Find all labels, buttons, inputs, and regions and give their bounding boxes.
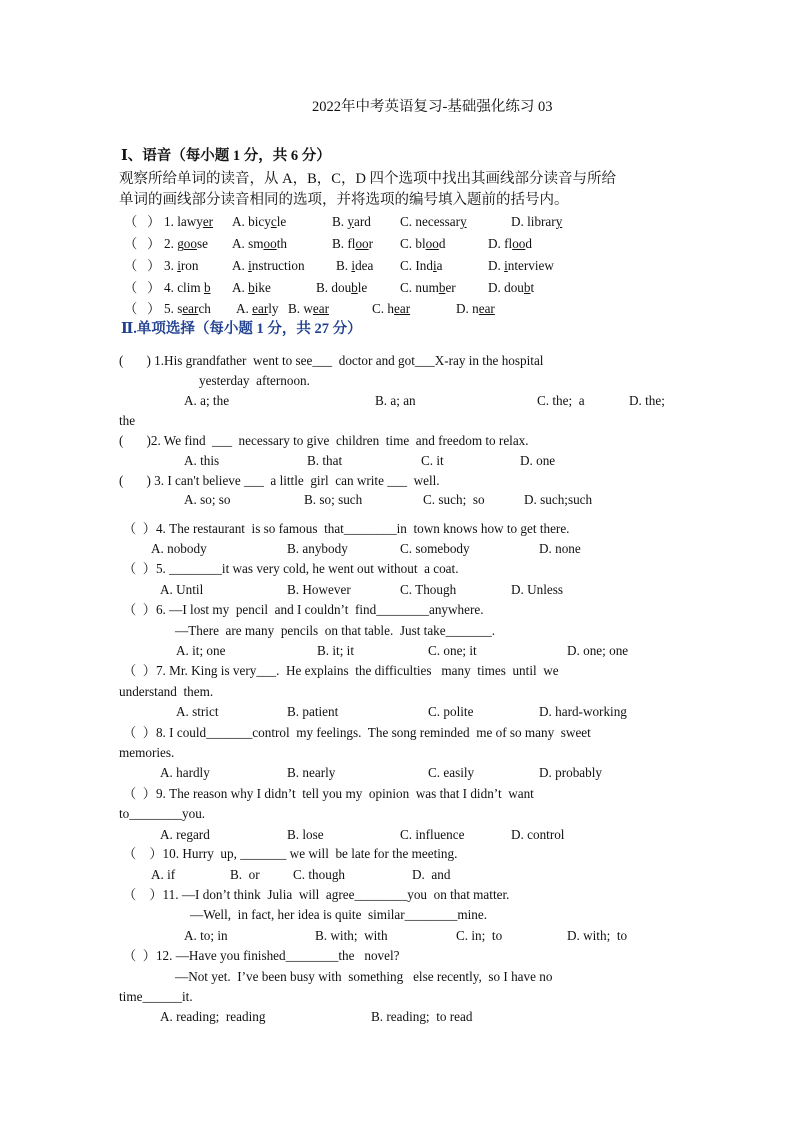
option-word (316, 280, 367, 295)
target-word (177, 236, 208, 251)
answer-bracket (124, 280, 160, 296)
option-a: A. if (151, 867, 176, 882)
word-part: g (177, 236, 184, 251)
question-7-cont: understand them. (119, 684, 214, 699)
word-part: A. (236, 301, 253, 316)
option-b (316, 280, 367, 296)
option-word (232, 236, 287, 251)
option-c: C. somebody (400, 541, 470, 556)
underlined-letters: b (438, 280, 446, 295)
underlined-letters: oo (355, 236, 369, 251)
word-part: nstruction (251, 258, 305, 273)
word-part: nterview (507, 258, 554, 273)
option-b: B. or (230, 867, 260, 882)
option-c (400, 236, 445, 252)
underlined-letters: b (351, 280, 358, 295)
option-a: A. hardly (160, 765, 210, 780)
option-b: B. lose (287, 827, 324, 842)
word-part: se (196, 236, 208, 251)
option-word (488, 280, 534, 295)
option-a: A. so; so (184, 492, 231, 507)
option-word (232, 258, 305, 273)
word-part: B. dou (316, 280, 352, 295)
question-word (164, 236, 208, 252)
underlined-letters: ear (252, 301, 269, 316)
underlined-letters: i (504, 258, 508, 273)
word-part: A. (232, 258, 249, 273)
option-c: C. one; it (428, 643, 477, 658)
option-d (488, 236, 532, 252)
underlined-letters: y (347, 214, 354, 229)
word-part: a (436, 258, 443, 273)
option-c (372, 301, 410, 317)
question-number: 4. (164, 280, 178, 295)
word-part: le (276, 214, 287, 229)
option-a (232, 258, 305, 274)
option-d: D. Unless (511, 582, 564, 597)
word-part: th (276, 236, 287, 251)
option-d: D. none (539, 541, 581, 556)
underlined-letters: y (460, 214, 467, 229)
underlined-letters: oo (263, 236, 277, 251)
question-number: 1. (164, 214, 178, 229)
question-number: 5. (164, 301, 178, 316)
underlined-letters: er (202, 214, 214, 229)
underlined-letters: b (523, 280, 531, 295)
option-b: B. nearly (287, 765, 336, 780)
option-word (232, 280, 271, 295)
option-b: B. that (307, 453, 343, 468)
question-8: （ ）8. I could_______control my feelings. The song reminded me of so many sweet (123, 725, 591, 740)
word-part: D. librar (511, 214, 556, 229)
option-b: B. reading; to read (371, 1009, 473, 1024)
question-4: （ ）4. The restaurant is so famous that________in town knows how to get there. (123, 521, 570, 536)
option-word (488, 236, 532, 251)
option-a: A. this (184, 453, 220, 468)
word-part: clim (177, 280, 204, 295)
option-word (332, 236, 373, 251)
option-a (232, 214, 286, 230)
underlined-letters: oo (512, 236, 526, 251)
question-12: （ ）12. —Have you finished________the novel? (123, 948, 400, 963)
option-b (336, 258, 373, 274)
word-part: C. h (372, 301, 394, 316)
word-part: ike (254, 280, 271, 295)
option-d: D. such;such (524, 492, 593, 507)
option-a: A. strict (176, 704, 219, 719)
question-1-cont: yesterday afternoon. (199, 373, 310, 388)
word-part: B. w (288, 301, 313, 316)
word-part: A. sm (232, 236, 264, 251)
word-part: t (530, 280, 535, 295)
question-9-cont: to________you. (119, 806, 206, 821)
word-part: er (445, 280, 456, 295)
target-word (177, 214, 213, 229)
question-word (164, 280, 211, 296)
question-word (164, 258, 198, 274)
option-b: B. patient (287, 704, 339, 719)
option-word (236, 301, 279, 316)
bracket: （ ） (124, 301, 161, 316)
question-12-cont2: time______it. (119, 989, 193, 1004)
option-c: C. polite (428, 704, 474, 719)
question-6-cont: —There are many pencils on that table. Just take_______. (175, 623, 496, 638)
section1-instruction: 观察所给单词的读音，从 A，B，C，D 四个选项中找出其画线部分读音与所给 (119, 171, 617, 187)
underlined-letters: ear (182, 301, 199, 316)
word-part: A. bicy (232, 214, 271, 229)
option-c (400, 214, 467, 230)
option-b: B. so; such (304, 492, 363, 507)
option-c: C. easily (428, 765, 475, 780)
option-a: A. nobody (151, 541, 207, 556)
section2-heading: Ⅱ.单项选择（每小题 1 分，共 27 分） (121, 321, 362, 337)
question-12-cont: —Not yet. I’ve been busy with something else recently, so I have no (175, 969, 553, 984)
target-word (177, 280, 210, 295)
option-a (236, 301, 279, 317)
option-word (511, 214, 562, 229)
option-word (332, 214, 371, 229)
question-word (164, 301, 211, 317)
option-a: A. a; the (184, 393, 230, 408)
option-b (332, 214, 371, 230)
option-d: D. probably (539, 765, 602, 780)
option-word (400, 258, 443, 273)
option-a: A. regard (160, 827, 210, 842)
option-b: B. anybody (287, 541, 348, 556)
option-b (332, 236, 373, 252)
option-a: A. to; in (184, 928, 228, 943)
target-word (177, 258, 198, 273)
word-part: C. num (400, 280, 439, 295)
option-d (456, 301, 495, 317)
option-b: B. with; with (315, 928, 388, 943)
question-11: （ ）11. —I don’t think Julia will agree________you on that matter. (123, 887, 510, 902)
word-part: B. (332, 214, 348, 229)
underlined-letters: b (248, 280, 255, 295)
answer-bracket (124, 258, 160, 274)
option-a: A. reading; reading (160, 1009, 266, 1024)
option-b: B. However (287, 582, 351, 597)
word-part: ard (353, 214, 371, 229)
word-part: D. fl (488, 236, 513, 251)
word-part: ron (180, 258, 199, 273)
option-c: C. Though (400, 582, 457, 597)
word-part: C. bl (400, 236, 426, 251)
option-d: D. and (412, 867, 451, 882)
section1-heading: Ⅰ、语音（每小题 1 分，共 6 分） (121, 148, 331, 164)
option-b (288, 301, 329, 317)
option-word (400, 236, 445, 251)
option-d: D. control (511, 827, 565, 842)
underlined-letters: ear (312, 301, 330, 316)
option-word (372, 301, 410, 316)
question-3: ( ) 3. I can't believe ___ a little girl can write ___ well. (119, 473, 440, 488)
question-7: （ ）7. Mr. King is very___. He explains the difficulties many times until we (123, 663, 559, 678)
bracket: （ ） (124, 258, 161, 273)
word-part: s (177, 301, 183, 316)
option-d-wrap: the (119, 413, 136, 428)
option-c: C. though (293, 867, 346, 882)
option-c: C. in; to (456, 928, 503, 943)
option-word (336, 258, 373, 273)
question-9: （ ）9. The reason why I didn’t tell you my opinion was that I didn’t want (123, 786, 534, 801)
question-10: （ ）10. Hurry up, _______ we will be late for the meeting. (123, 846, 458, 861)
underlined-letters: i (177, 258, 181, 273)
word-part: B. fl (332, 236, 356, 251)
question-11-cont: —Well, in fact, her idea is quite similar________mine. (190, 907, 488, 922)
option-word (456, 301, 495, 316)
word-part: dea (355, 258, 374, 273)
word-part: D. (488, 258, 505, 273)
option-word (488, 258, 554, 273)
option-d: D. with; to (567, 928, 628, 943)
option-word (400, 280, 456, 295)
word-part: le (357, 280, 368, 295)
question-word (164, 214, 213, 230)
underlined-letters: i (432, 258, 437, 273)
option-c: C. the; a (537, 393, 585, 408)
question-number: 2. (164, 236, 178, 251)
option-c: C. influence (400, 827, 465, 842)
bracket: （ ） (124, 214, 161, 229)
option-c (400, 280, 456, 296)
word-part: C. Ind (400, 258, 433, 273)
word-part: D. dou (488, 280, 524, 295)
option-a: A. it; one (176, 643, 226, 658)
question-1: ( ) 1.His grandfather went to see___ doctor and got___X-ray in the hospital (119, 353, 544, 368)
word-part: lawy (177, 214, 203, 229)
option-a (232, 280, 271, 296)
word-part: C. necessar (400, 214, 461, 229)
question-8-cont: memories. (119, 745, 175, 760)
underlined-letters: b (203, 280, 211, 295)
answer-bracket (124, 236, 160, 252)
page-title: 2022年中考英语复习-基础强化练习 03 (312, 99, 553, 115)
option-d: D. hard-working (539, 704, 627, 719)
option-word (232, 214, 286, 229)
word-part: A. (232, 280, 249, 295)
word-part: d (438, 236, 446, 251)
question-2: ( )2. We find ___ necessary to give children time and freedom to relax. (119, 433, 529, 448)
option-c: C. such; so (423, 492, 485, 507)
option-d: D. one; one (567, 643, 629, 658)
option-b: B. it; it (317, 643, 355, 658)
word-part: r (368, 236, 374, 251)
word-part: D. n (456, 301, 479, 316)
option-c: C. it (421, 453, 444, 468)
question-number: 3. (164, 258, 178, 273)
underlined-letters: i (351, 258, 356, 273)
word-part: d (525, 236, 532, 251)
question-5: （ ）5. ________it was very cold, he went out without a coat. (123, 561, 459, 576)
answer-bracket (124, 301, 160, 317)
option-d (488, 280, 534, 296)
option-word (400, 214, 467, 229)
underlined-letters: ear (393, 301, 411, 316)
word-part: ly (268, 301, 279, 316)
bracket: （ ） (124, 236, 161, 251)
underlined-letters: c (270, 214, 277, 229)
option-d (488, 258, 554, 274)
option-d (511, 214, 562, 230)
option-word (288, 301, 329, 316)
underlined-letters: oo (425, 236, 439, 251)
question-6: （ ）6. —I lost my pencil and I couldn’t find________anywhere. (123, 602, 484, 617)
underlined-letters: ear (478, 301, 495, 316)
section1-instruction: 单词的画线部分读音相同的选项，并将选项的编号填入题前的括号内。 (119, 192, 569, 208)
word-part: B. (336, 258, 352, 273)
option-d: D. the; (629, 393, 665, 408)
option-d: D. one (520, 453, 556, 468)
option-b: B. a; an (375, 393, 416, 408)
underlined-letters: y (555, 214, 563, 229)
target-word (177, 301, 211, 316)
answer-bracket (124, 214, 160, 230)
option-a (232, 236, 287, 252)
bracket: （ ） (124, 280, 161, 295)
underlined-letters: i (248, 258, 252, 273)
option-c (400, 258, 443, 274)
word-part: ch (198, 301, 211, 316)
underlined-letters: oo (183, 236, 197, 251)
option-a: A. Until (160, 582, 204, 597)
